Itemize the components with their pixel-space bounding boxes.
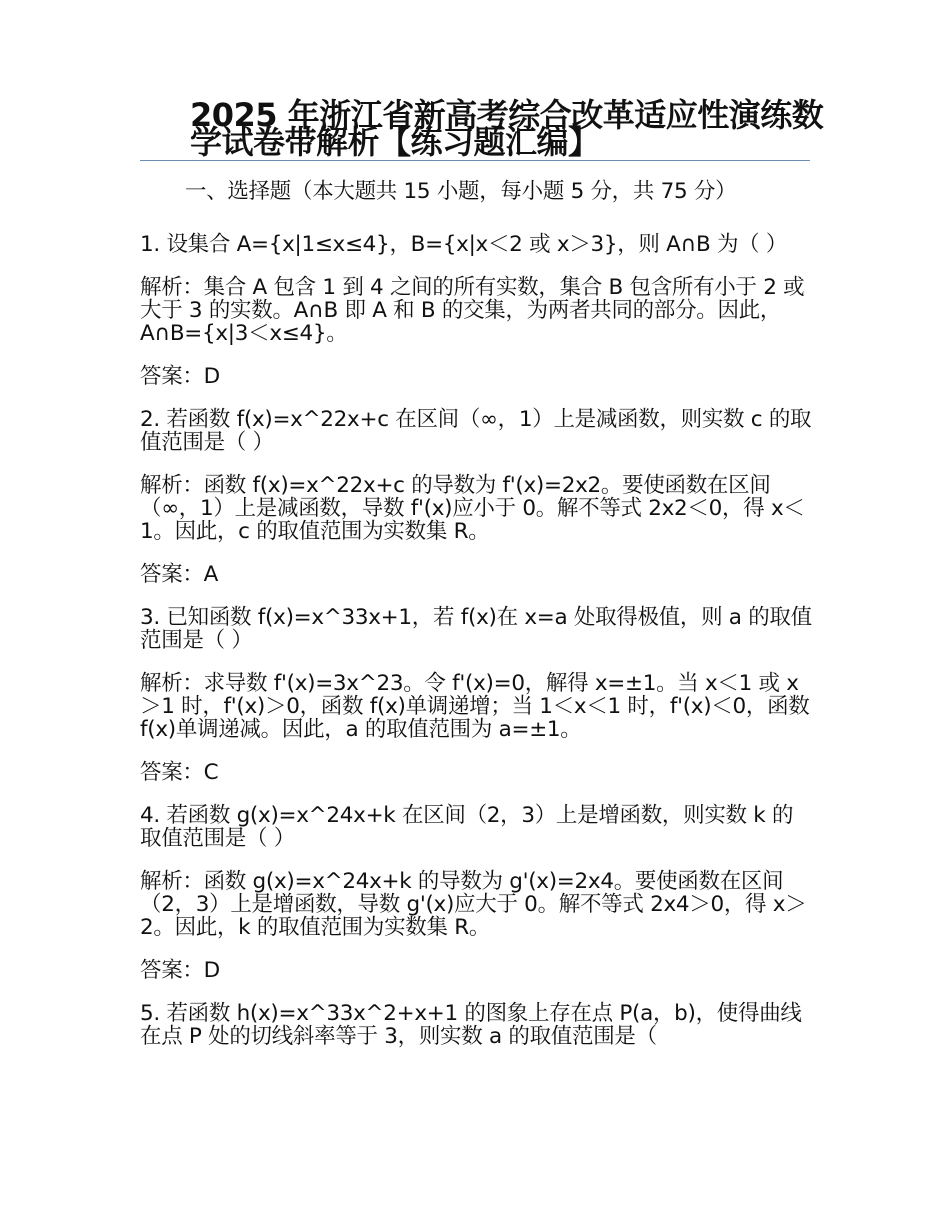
question-1: 1. 设集合 A={x|1≤x≤4}，B={x|x＜2 或 x＞3}，则 A∩B 为（ ） xyxy=(140,232,788,257)
page-title: 2025 年浙江省新高考综合改革适应性演练数学试卷带解析【练习题汇编】 xyxy=(190,96,824,161)
answer-2: 答案：A xyxy=(140,562,219,587)
analysis-2: 解析：函数 f(x)=x^22x+c 的导数为 f'(x)=2x2。要使函数在区间（∞，1）上是减函数，导数 f'(x)应小于 0。解不等式 2x2＜0，得 x＜1。因此，c 的取值范围为实数集 R。 xyxy=(140,473,805,544)
analysis-1: 解析：集合 A 包含 1 到 4 之间的所有实数，集合 B 包含所有小于 2 或大于 3 的实数。A∩B 即 A 和 B 的交集，为两者共同的部分。因此，A∩B={x|3＜x≤4}。 xyxy=(140,275,805,346)
answer-3: 答案：C xyxy=(140,760,219,785)
question-3: 3. 已知函数 f(x)=x^33x+1，若 f(x)在 x=a 处取得极值，则 a 的取值范围是（ ） xyxy=(140,605,812,653)
answer-4: 答案：D xyxy=(140,958,220,983)
analysis-4: 解析：函数 g(x)=x^24x+k 的导数为 g'(x)=2x4。要使函数在区间（2，3）上是增函数，导数 g'(x)应大于 0。解不等式 2x4＞0，得 x＞2。因此，k 的取值范围为实数集 R。 xyxy=(140,869,807,940)
question-2: 2. 若函数 f(x)=x^22x+c 在区间（∞，1）上是减函数，则实数 c 的取值范围是（ ） xyxy=(140,407,812,455)
analysis-3: 解析：求导数 f'(x)=3x^23。令 f'(x)=0，解得 x=±1。当 x＜1 或 x＞1 时，f'(x)＞0，函数 f(x)单调递增；当 1＜x＜1 时，f'(x)＜0，函数 f(x)单调递减。因此，a 的取值范围为 a=±1。 xyxy=(140,671,810,742)
document-body xyxy=(140,180,812,1048)
title-divider xyxy=(140,160,810,161)
answer-1: 答案：D xyxy=(140,364,220,389)
section-heading: 一、选择题（本大题共 15 小题，每小题 5 分，共 75 分） xyxy=(185,179,737,204)
question-4: 4. 若函数 g(x)=x^24x+k 在区间（2，3）上是增函数，则实数 k 的取值范围是（ ） xyxy=(140,803,794,851)
question-5: 5. 若函数 h(x)=x^33x^2+x+1 的图象上存在点 P(a，b)，使得曲线在点 P 处的切线斜率等于 3，则实数 a 的取值范围是（ xyxy=(140,1001,802,1049)
